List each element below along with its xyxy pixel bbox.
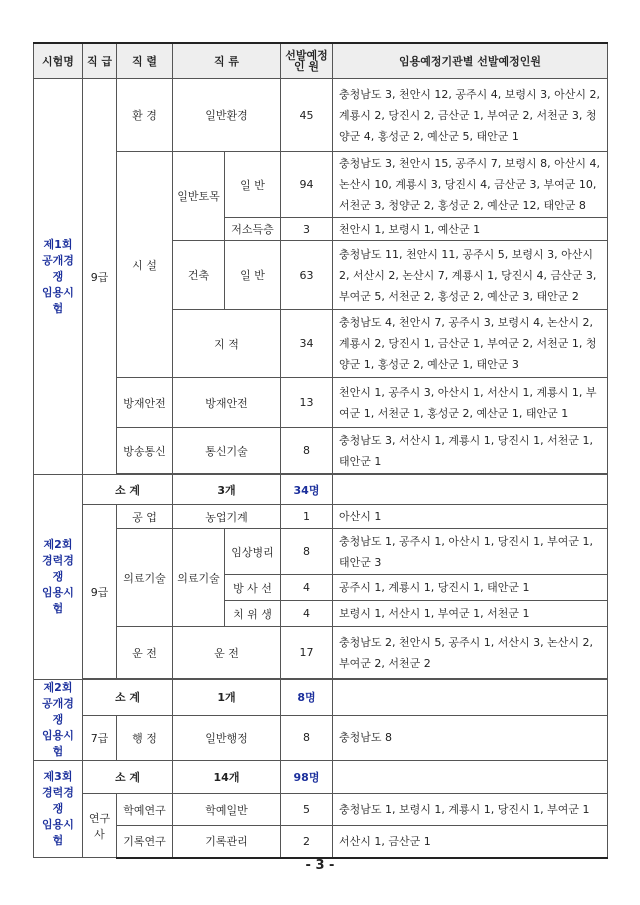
series-cell: 환 경 <box>117 79 173 152</box>
distribution-cell: 공주시 1, 계룡시 1, 당진시 1, 태안군 1 <box>333 575 608 601</box>
series-cell: 시 설 <box>117 152 173 378</box>
grade-cell: 연구사 <box>83 794 117 858</box>
series-cell: 공 업 <box>117 505 173 529</box>
subclass-cell: 임상병리 <box>225 529 281 575</box>
series-cell: 기록연구 <box>117 826 173 858</box>
table-row <box>34 627 608 679</box>
subtotal-label: 소 계 <box>83 475 173 505</box>
distribution-cell: 충청남도 3, 서산시 1, 계룡시 1, 당진시 1, 서천군 1, 태안군 1 <box>333 428 608 474</box>
distribution-cell: 충청남도 2, 천안시 5, 공주시 1, 서산시 3, 논산시 2, 부여군 2, 서천군 2 <box>333 627 608 679</box>
count-cell: 13 <box>281 378 333 428</box>
table-row <box>34 428 608 474</box>
class-group-cell: 건축 <box>173 241 225 310</box>
distribution-cell: 보령시 1, 서산시 1, 부여군 1, 서천군 1 <box>333 601 608 627</box>
series-cell: 행 정 <box>117 715 173 760</box>
series-cell: 방재안전 <box>117 378 173 428</box>
count-cell: 8 <box>281 428 333 474</box>
distribution-cell: 충청남도 3, 천안시 15, 공주시 7, 보령시 8, 아산시 4, 논산시 10, 계룡시 3, 당진시 4, 금산군 3, 부여군 10, 서천군 3, 청양군 2, 홍성군 2, 예산군 12, 태안군 8 <box>333 152 608 218</box>
grade-cell: 7급 <box>83 715 117 760</box>
class-group-cell: 의료기술 <box>173 529 225 627</box>
class-cell: 일반환경 <box>173 79 281 152</box>
table-row <box>34 529 608 575</box>
subclass-cell: 일 반 <box>225 152 281 218</box>
series-cell: 의료기술 <box>117 529 173 627</box>
class-cell: 운 전 <box>173 627 281 679</box>
series-cell: 학예연구 <box>117 794 173 826</box>
subclass-cell: 저소득층 <box>225 218 281 241</box>
series-cell: 방송통신 <box>117 428 173 474</box>
subtotal-empty <box>333 475 608 505</box>
class-cell: 지 적 <box>173 310 281 378</box>
count-cell: 17 <box>281 627 333 679</box>
class-cell: 방재안전 <box>173 378 281 428</box>
header-class: 직 류 <box>173 43 281 79</box>
distribution-cell: 충청남도 1, 보령시 1, 계룡시 1, 당진시 1, 부여군 1 <box>333 794 608 826</box>
exam-name: 제1회 공개경쟁 임용시험 <box>34 79 83 475</box>
table-row <box>34 826 608 858</box>
count-cell: 1 <box>281 505 333 529</box>
distribution-cell: 충청남도 1, 공주시 1, 아산시 1, 당진시 1, 부여군 1, 태안군 3 <box>333 529 608 575</box>
grade-cell: 9급 <box>83 505 117 679</box>
subtotal-count: 8명 <box>281 680 333 716</box>
count-cell: 45 <box>281 79 333 152</box>
subtotal-row <box>34 680 608 716</box>
header-series: 직 렬 <box>117 43 173 79</box>
count-cell: 4 <box>281 575 333 601</box>
subtotal-empty <box>333 680 608 716</box>
subclass-cell: 치 위 생 <box>225 601 281 627</box>
class-cell: 학예일반 <box>173 794 281 826</box>
distribution-cell: 천안시 1, 공주시 3, 아산시 1, 서산시 1, 계룡시 1, 부여군 1, 서천군 1, 홍성군 2, 예산군 1, 태안군 1 <box>333 378 608 428</box>
distribution-cell: 천안시 1, 보령시 1, 예산군 1 <box>333 218 608 241</box>
count-cell: 4 <box>281 601 333 627</box>
count-cell: 34 <box>281 310 333 378</box>
class-cell: 기록관리 <box>173 826 281 858</box>
subtotal-label: 소 계 <box>83 761 173 794</box>
count-cell: 94 <box>281 152 333 218</box>
subtotal-row <box>34 475 608 505</box>
page-number: - 3 - <box>305 858 335 873</box>
header-count <box>281 43 333 79</box>
class-group-cell: 일반토목 <box>173 152 225 241</box>
header-exam: 시험명 <box>34 43 83 79</box>
class-cell: 통신기술 <box>173 428 281 474</box>
table-row <box>34 505 608 529</box>
distribution-cell: 충청남도 8 <box>333 715 608 760</box>
subtotal-count: 98명 <box>281 761 333 794</box>
class-cell: 농업기계 <box>173 505 281 529</box>
recruitment-table <box>33 42 608 859</box>
subtotal-count: 34명 <box>281 475 333 505</box>
count-cell: 8 <box>281 715 333 760</box>
subtotal-label: 소 계 <box>83 680 173 716</box>
count-cell: 8 <box>281 529 333 575</box>
subtotal-classes: 1개 <box>173 680 281 716</box>
count-cell: 5 <box>281 794 333 826</box>
exam-name: 제2회 공개경쟁 임용시험 <box>34 680 83 761</box>
series-cell: 운 전 <box>117 627 173 679</box>
count-cell: 63 <box>281 241 333 310</box>
subtotal-empty <box>333 761 608 794</box>
subclass-cell: 방 사 선 <box>225 575 281 601</box>
grade-cell: 9급 <box>83 79 117 475</box>
distribution-cell: 아산시 1 <box>333 505 608 529</box>
distribution-cell: 충청남도 4, 천안시 7, 공주시 3, 보령시 4, 논산시 2, 계룡시 2, 당진시 1, 금산군 1, 부여군 2, 서천군 1, 청양군 1, 홍성군 2, 예산군 1, 태안군 3 <box>333 310 608 378</box>
table-row <box>34 378 608 428</box>
header-grade: 직 급 <box>83 43 117 79</box>
table-row <box>34 79 608 152</box>
header-distribution: 임용예정기관별 선발예정인원 <box>333 43 608 79</box>
class-cell: 일반행정 <box>173 715 281 760</box>
subtotal-classes: 3개 <box>173 475 281 505</box>
header-row <box>34 43 608 79</box>
table-row <box>34 715 608 760</box>
table-row <box>34 794 608 826</box>
exam-name: 제2회 경력경쟁 임용시험 <box>34 475 83 680</box>
header-count-line2: 인 원 <box>293 60 320 73</box>
count-cell: 3 <box>281 218 333 241</box>
count-cell: 2 <box>281 826 333 858</box>
distribution-cell: 충청남도 11, 천안시 11, 공주시 5, 보령시 3, 아산시 2, 서산시 2, 논산시 7, 계룡시 1, 당진시 4, 금산군 3, 부여군 5, 서천군 2, 홍성군 2, 예산군 3, 태안군 2 <box>333 241 608 310</box>
header-count-line1: 선발예정 <box>285 49 328 62</box>
table-row <box>34 152 608 218</box>
subclass-cell: 일 반 <box>225 241 281 310</box>
distribution-cell: 충청남도 3, 천안시 12, 공주시 4, 보령시 3, 아산시 2, 계룡시 2, 당진시 2, 금산군 1, 부여군 2, 서천군 3, 청양군 4, 홍성군 2, 예산군 5, 태안군 1 <box>333 79 608 152</box>
subtotal-row <box>34 761 608 794</box>
distribution-cell: 서산시 1, 금산군 1 <box>333 826 608 858</box>
subtotal-classes: 14개 <box>173 761 281 794</box>
exam-name: 제3회 경력경쟁 임용시험 <box>34 761 83 858</box>
